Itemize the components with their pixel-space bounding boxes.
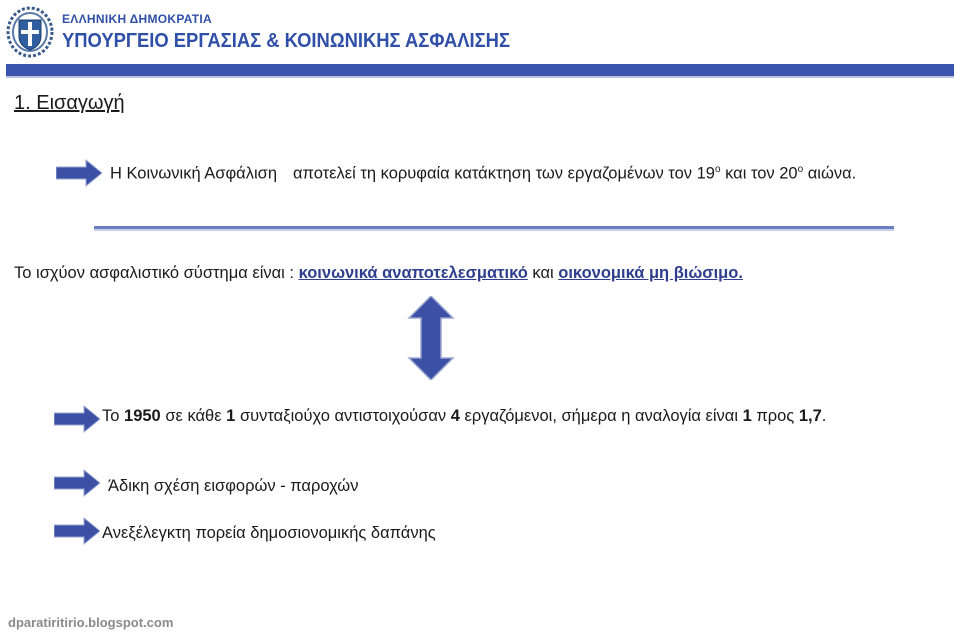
p1-part-a: Η Κοινωνική Ασφάλιση	[110, 164, 277, 183]
ministry-subtitle: ΕΛΛΗΝΙΚΗ ΔΗΜΟΚΡΑΤΙΑ	[62, 12, 212, 26]
greek-coat-of-arms-icon	[6, 6, 54, 58]
p2-mid: και	[527, 264, 559, 282]
right-arrow-icon	[54, 404, 100, 434]
header-bar-shadow	[6, 76, 954, 78]
p3-year: 1950	[124, 407, 161, 425]
p1-part-c: και τον 20	[720, 164, 798, 183]
p3-b: σε κάθε	[160, 407, 227, 425]
paragraph-fiscal-expenditure: Ανεξέλεγκτη πορεία δημοσιονομικής δαπάνης	[102, 524, 436, 542]
p1-part-b: αποτελεί τη κορυφαία κατάκτηση των εργαζομένων τον 19	[293, 164, 715, 183]
p2-lead: Το ισχύον ασφαλιστικό σύστημα είναι :	[14, 264, 299, 282]
p1-sup-1: ο	[714, 164, 721, 175]
paragraph-ratio	[102, 404, 860, 428]
p3-e: προς	[751, 407, 799, 425]
paragraph-unfair-relation: Άδικη σχέση εισφορών - παροχών	[108, 477, 359, 495]
section-title: 1. Εισαγωγή	[14, 92, 125, 114]
p3-d: εργαζόμενοι, σήμερα η αναλογία είναι	[459, 407, 743, 425]
p3-f: .	[821, 407, 827, 425]
right-arrow-icon	[56, 158, 102, 188]
p1-part-d: αιώνα.	[803, 164, 857, 183]
vertical-double-arrow-icon	[407, 296, 455, 380]
p3-ratio-b: 1,7	[798, 407, 822, 425]
p3-n-workers: 4	[450, 407, 460, 425]
right-arrow-icon	[54, 468, 100, 498]
ministry-title: ΥΠΟΥΡΓΕΙΟ ΕΡΓΑΣΙΑΣ & ΚΟΙΝΩΝΙΚΗΣ ΑΣΦΑΛΙΣΗΣ	[62, 30, 510, 52]
p3-ratio-a: 1	[742, 407, 752, 425]
footer-watermark: dparatiritirio.blogspot.com	[8, 615, 174, 630]
right-arrow-icon	[54, 516, 100, 546]
p2-emphasis-social: κοινωνικά αναποτελεσματικό	[298, 264, 528, 282]
paragraph-current-system	[14, 261, 944, 285]
p1-sup-2: ο	[797, 164, 804, 175]
p3-n-retiree: 1	[226, 407, 236, 425]
divider-highlight	[94, 229, 894, 231]
p2-emphasis-economic: οικονομικά μη βιώσιμο.	[558, 264, 743, 282]
paragraph-social-insurance	[110, 158, 910, 186]
p3-c: συνταξιούχο αντιστοιχούσαν	[235, 407, 451, 425]
p3-a: Το	[102, 407, 125, 425]
header-bar	[6, 64, 954, 76]
